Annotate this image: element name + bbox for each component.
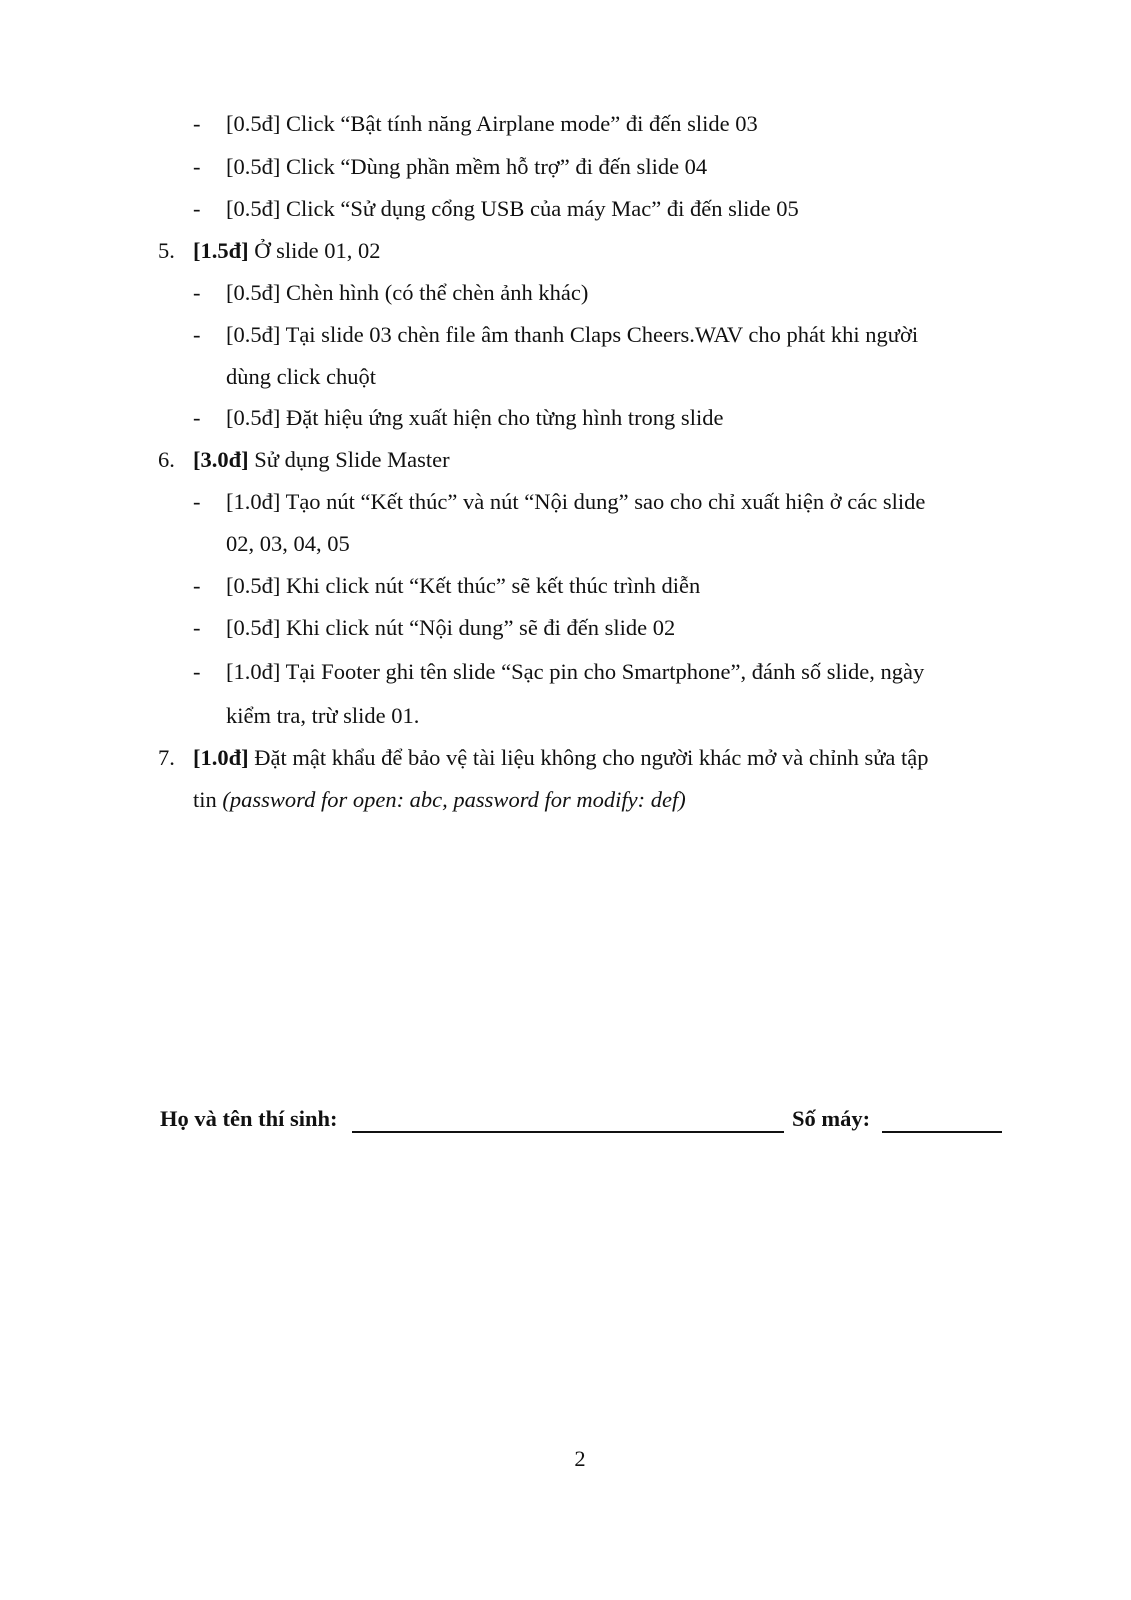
list-item: [0.5đ] Khi click nút “Kết thúc” sẽ kết thúc trình diễn [226, 573, 701, 598]
signature-line [160, 1106, 1002, 1136]
list-item: [0.5đ] Click “Dùng phần mềm hỗ trợ” đi đến slide 04 [226, 154, 708, 179]
list-item-continuation: dùng click chuột [226, 364, 376, 389]
item-text: Sử dụng Slide Master [248, 447, 450, 472]
candidate-name-label: Họ và tên thí sinh: [160, 1106, 338, 1131]
item-number: 6. [158, 447, 175, 472]
list-item: [0.5đ] Đặt hiệu ứng xuất hiện cho từng hình trong slide [226, 405, 724, 430]
list-item [193, 446, 450, 474]
item-number: 7. [158, 745, 175, 770]
list-marker: - [193, 322, 201, 347]
list-marker: - [193, 196, 201, 221]
list-item [193, 237, 381, 265]
list-item-continuation: kiểm tra, trừ slide 01. [226, 703, 420, 728]
item-text: tin [193, 787, 223, 812]
list-item: [0.5đ] Tại slide 03 chèn file âm thanh Claps Cheers.WAV cho phát khi người [226, 322, 919, 347]
item-text: Đặt mật khẩu để bảo vệ tài liệu không cho người khác mở và chỉnh sửa tập [248, 745, 929, 770]
list-marker: - [193, 659, 201, 684]
list-item-continuation: 02, 03, 04, 05 [226, 531, 350, 556]
list-marker: - [193, 111, 201, 136]
list-marker: - [193, 280, 201, 305]
list-item: [0.5đ] Click “Sử dụng cổng USB của máy Mac” đi đến slide 05 [226, 196, 799, 221]
list-item: [0.5đ] Chèn hình (có thể chèn ảnh khác) [226, 280, 589, 305]
list-marker: - [193, 573, 201, 598]
page-number: 2 [574, 1446, 586, 1471]
list-item: [1.0đ] Tại Footer ghi tên slide “Sạc pin cho Smartphone”, đánh số slide, ngày [226, 659, 925, 684]
score-label: [3.0đ] [193, 447, 249, 472]
password-note: (password for open: abc, password for modify: def) [222, 787, 686, 812]
list-marker: - [193, 154, 201, 179]
list-marker: - [193, 615, 201, 640]
machine-number-label: Số máy: [792, 1106, 871, 1131]
list-item [193, 744, 929, 772]
score-label: [1.5đ] [193, 238, 249, 263]
machine-number-blank [882, 1131, 1002, 1133]
item-text: Ở slide 01, 02 [248, 238, 381, 263]
item-number: 5. [158, 238, 175, 263]
list-item: [0.5đ] Khi click nút “Nội dung” sẽ đi đến slide 02 [226, 615, 676, 640]
candidate-name-blank [352, 1131, 784, 1133]
list-item: [0.5đ] Click “Bật tính năng Airplane mode” đi đến slide 03 [226, 111, 758, 136]
list-marker: - [193, 405, 201, 430]
list-marker: - [193, 489, 201, 514]
score-label: [1.0đ] [193, 745, 249, 770]
list-item-continuation [193, 786, 686, 814]
list-item: [1.0đ] Tạo nút “Kết thúc” và nút “Nội dung” sao cho chỉ xuất hiện ở các slide [226, 489, 926, 514]
